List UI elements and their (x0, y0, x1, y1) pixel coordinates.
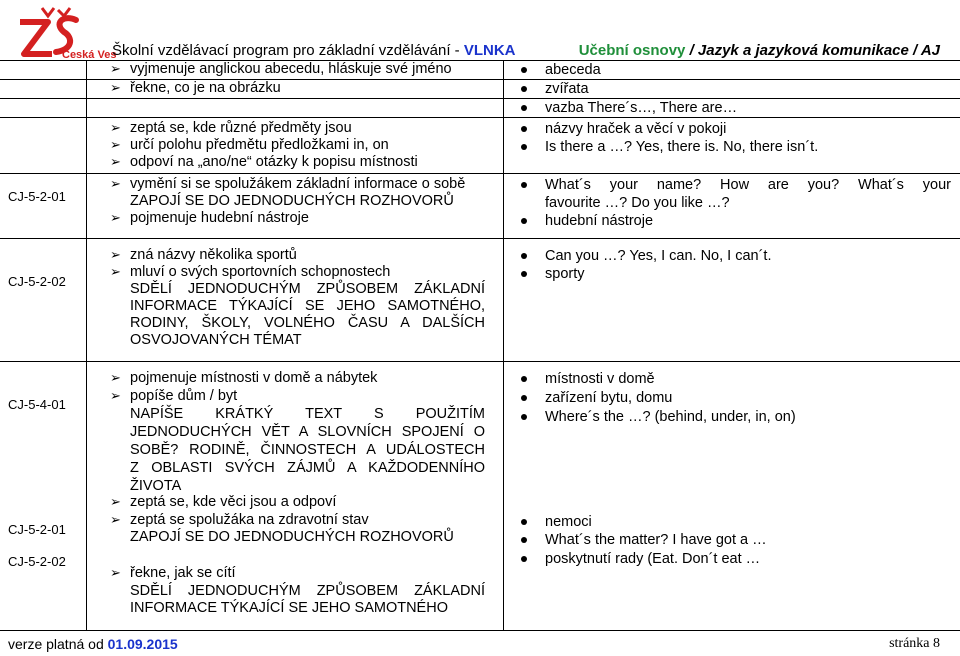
bullet-icon (521, 144, 527, 150)
column-divider (86, 60, 87, 630)
bullet-icon (521, 395, 527, 401)
outcome-text: zná názvy několika sportů (130, 247, 297, 263)
arrow-bullet-icon: ➢ (110, 264, 121, 279)
bullet-icon (521, 271, 527, 277)
bullet-icon (521, 182, 527, 188)
outcome-code: CJ-5-2-02 (8, 554, 66, 569)
arrow-bullet-icon: ➢ (110, 120, 121, 135)
outcome-text: Z OBLASTI SVÝCH ZÁJMŮ A KAŽDODENNÍHO (130, 460, 485, 476)
outcome-text: ZAPOJÍ SE DO JEDNODUCHÝCH ROZHOVORŮ (130, 529, 454, 545)
outcome-text: SDĚLÍ JEDNODUCHÝM ZPŮSOBEM ZÁKLADNÍ (130, 281, 485, 297)
outcome-text: SDĚLÍ JEDNODUCHÝM ZPŮSOBEM ZÁKLADNÍ (130, 583, 485, 599)
bullet-icon (521, 253, 527, 259)
content-text: sporty (545, 266, 585, 282)
arrow-bullet-icon: ➢ (110, 247, 121, 262)
bullet-icon (521, 376, 527, 382)
bullet-icon (521, 86, 527, 92)
arrow-bullet-icon: ➢ (110, 512, 121, 527)
content-text: hudební nástroje (545, 213, 654, 229)
content-text: nemoci (545, 514, 592, 530)
arrow-bullet-icon: ➢ (110, 210, 121, 225)
outcome-text: ZAPOJÍ SE DO JEDNODUCHÝCH ROZHOVORŮ (130, 193, 454, 209)
row-divider (0, 117, 960, 118)
content-text: Is there a …? Yes, there is. No, there isn´t. (545, 139, 819, 155)
subject-path: / Jazyk a jazyková komunikace / AJ (685, 42, 940, 59)
outcome-text: určí polohu předmětu předložkami in, on (130, 137, 389, 153)
outcome-text: mluví o svých sportovních schopnostech (130, 264, 391, 280)
content-text: názvy hraček a věcí v pokoji (545, 121, 727, 137)
outcome-text: RODINY, ŠKOLY, VOLNÉHO ČASU A DALŠÍCH (130, 315, 485, 331)
content-text: Can you …? Yes, I can. No, I can´t. (545, 248, 772, 264)
outcome-text: NAPÍŠE KRÁTKÝ TEXT S POUŽITÍM (130, 406, 485, 422)
outcome-text: zeptá se spolužáka na zdravotní stav (130, 512, 369, 528)
outcome-text: INFORMACE TÝKAJÍCÍ SE JEHO SAMOTNÉHO, (130, 298, 485, 314)
bullet-icon (521, 105, 527, 111)
bullet-icon (521, 67, 527, 73)
content-text: What´s the matter? I have got a … (545, 532, 767, 548)
arrow-bullet-icon: ➢ (110, 80, 121, 95)
subject-title (579, 42, 940, 59)
outcome-text: odpoví na „ano/ne“ otázky k popisu místnosti (130, 154, 418, 170)
content-text: vazba There´s…, There are… (545, 100, 738, 116)
content-text: zařízení bytu, domu (545, 390, 673, 406)
row-divider (0, 98, 960, 99)
outcome-code: CJ-5-2-02 (8, 274, 66, 289)
arrow-bullet-icon: ➢ (110, 61, 121, 76)
outcome-text: vymění si se spolužákem základní informace o sobě (130, 176, 466, 192)
footer-divider (0, 630, 960, 631)
row-divider (0, 173, 960, 174)
outcome-text: pojmenuje místnosti v domě a nábytek (130, 370, 378, 386)
arrow-bullet-icon: ➢ (110, 154, 121, 169)
content-text: What´s your name? How are you? What´s your (545, 177, 951, 193)
outcome-text: INFORMACE TÝKAJÍCÍ SE JEHO SAMOTNÉHO (130, 600, 448, 616)
content-text: zvířata (545, 81, 589, 97)
outcome-text: pojmenuje hudební nástroje (130, 210, 309, 226)
content-text: favourite …? Do you like …? (545, 195, 730, 211)
school-logo (14, 2, 117, 61)
arrow-bullet-icon: ➢ (110, 370, 121, 385)
bullet-icon (521, 537, 527, 543)
version-info (8, 636, 178, 652)
outcome-text: vyjmenuje anglickou abecedu, hláskuje své jméno (130, 61, 452, 77)
program-text: Školní vzdělávací program pro základní vzdělávání - (112, 42, 464, 59)
arrow-bullet-icon: ➢ (110, 137, 121, 152)
content-text: poskytnutí rady (Eat. Don´t eat … (545, 551, 761, 567)
curriculum-label: Učební osnovy (578, 42, 686, 59)
arrow-bullet-icon: ➢ (110, 388, 121, 403)
logo-subtitle: Česká Ves (62, 49, 117, 61)
content-text: místnosti v domě (545, 371, 655, 387)
outcome-text: řekne, jak se cítí (130, 565, 236, 581)
column-divider (503, 60, 504, 630)
outcome-text: zeptá se, kde různé předměty jsou (130, 120, 352, 136)
outcome-code: CJ-5-4-01 (8, 397, 66, 412)
version-label: verze platná od (8, 636, 108, 652)
version-date: 01.09.2015 (107, 636, 178, 652)
page-number: stránka 8 (889, 636, 940, 651)
bullet-icon (521, 218, 527, 224)
bullet-icon (521, 519, 527, 525)
bullet-icon (521, 414, 527, 420)
row-divider (0, 238, 960, 239)
outcome-text: SOBĚ? RODINĚ, ČINNOSTECH A UDÁLOSTECH (130, 442, 485, 458)
program-title (112, 42, 516, 59)
row-divider (0, 361, 960, 362)
bullet-icon (521, 556, 527, 562)
outcome-text: zeptá se, kde věci jsou a odpoví (130, 494, 337, 510)
arrow-bullet-icon: ➢ (110, 565, 121, 580)
arrow-bullet-icon: ➢ (110, 176, 121, 191)
program-acronym: VLNKA (463, 42, 516, 59)
arrow-bullet-icon: ➢ (110, 494, 121, 509)
outcome-text: popíše dům / byt (130, 388, 238, 404)
content-text: abeceda (545, 62, 601, 78)
outcome-code: CJ-5-2-01 (8, 522, 66, 537)
outcome-text: řekne, co je na obrázku (130, 80, 281, 96)
outcome-text: JEDNODUCHÝCH VĚT A SLOVNÍCH SPOJENÍ O (130, 424, 485, 440)
outcome-code: CJ-5-2-01 (8, 189, 66, 204)
outcome-text: ŽIVOTA (130, 478, 182, 494)
outcome-text: OSVOJOVANÝCH TÉMAT (130, 332, 302, 348)
bullet-icon (521, 126, 527, 132)
content-text: Where´s the …? (behind, under, in, on) (545, 409, 796, 425)
